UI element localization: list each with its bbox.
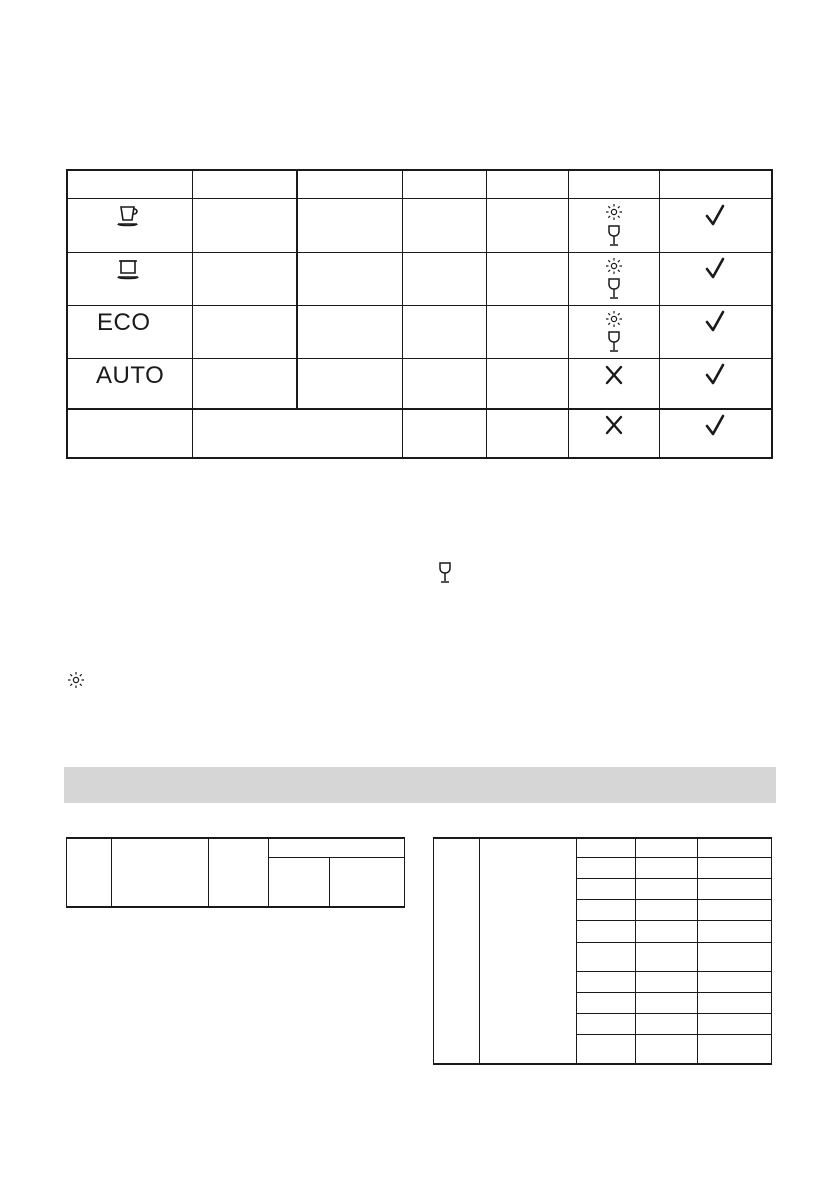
table-col-2 [296, 169, 298, 409]
table-rule-bottom [66, 457, 773, 459]
cross-icon [603, 363, 625, 387]
programme-label-auto: AUTO [96, 362, 165, 389]
table-col-4 [486, 169, 487, 459]
glass-icon [605, 330, 623, 354]
sun-icon [604, 309, 624, 329]
right-table-rule-3 [576, 899, 772, 900]
right-table-rule-7 [576, 992, 772, 993]
right-table-col-3 [635, 837, 636, 1065]
cup-icon [112, 203, 144, 229]
right-table-col-4 [697, 837, 698, 1065]
right-table-rule-bottom [433, 1063, 772, 1065]
right-table-rule-6 [576, 971, 772, 972]
right-table-rule-2 [576, 878, 772, 879]
right-table-rule-8 [576, 1013, 772, 1014]
right-table-rule-4 [576, 920, 772, 921]
left-table-rule-sub [268, 857, 405, 858]
right-table-col-0 [433, 837, 434, 1065]
section-heading-band [64, 767, 776, 803]
table-col-7 [771, 169, 773, 459]
table-rule-top [66, 169, 773, 171]
check-icon [703, 362, 727, 386]
table-col-6 [659, 169, 660, 459]
table-col-5 [568, 169, 569, 459]
check-icon [703, 413, 727, 437]
left-table-col-0 [66, 837, 67, 908]
left-table-col-3 [268, 837, 269, 908]
table-rule-row-3 [66, 358, 773, 359]
table-rule-header [66, 198, 773, 199]
right-table-col-2 [576, 837, 577, 1065]
left-table-rule-top [66, 837, 405, 839]
sun-icon [604, 256, 624, 276]
table-col-1 [192, 169, 193, 459]
cross-icon [603, 413, 625, 437]
check-icon [703, 309, 727, 333]
left-table-rule-bottom [66, 906, 405, 908]
pot-icon [112, 256, 144, 282]
check-icon [703, 203, 727, 227]
glass-icon [605, 277, 623, 301]
left-table-col-2 [208, 837, 209, 908]
table-rule-row-2 [66, 305, 773, 306]
right-table-rule-5 [576, 942, 772, 943]
glass-icon [436, 561, 454, 585]
table-col-0 [66, 169, 68, 459]
programme-label-eco: ECO [97, 309, 151, 336]
right-table-col-1 [479, 837, 480, 1065]
table-rule-row-1 [66, 252, 773, 253]
right-table-rule-1 [576, 857, 772, 858]
glass-icon [605, 224, 623, 248]
right-table-rule-9 [576, 1034, 772, 1035]
left-table-col-4 [329, 857, 330, 908]
sun-icon [66, 670, 86, 690]
right-table-col-5 [771, 837, 772, 1065]
sun-icon [604, 202, 624, 222]
check-icon [703, 256, 727, 280]
table-rule-row-4 [66, 408, 773, 410]
left-table-col-1 [111, 837, 112, 908]
left-table-col-5 [404, 837, 405, 908]
right-table-rule-top [433, 837, 772, 839]
table-col-3 [402, 169, 403, 459]
